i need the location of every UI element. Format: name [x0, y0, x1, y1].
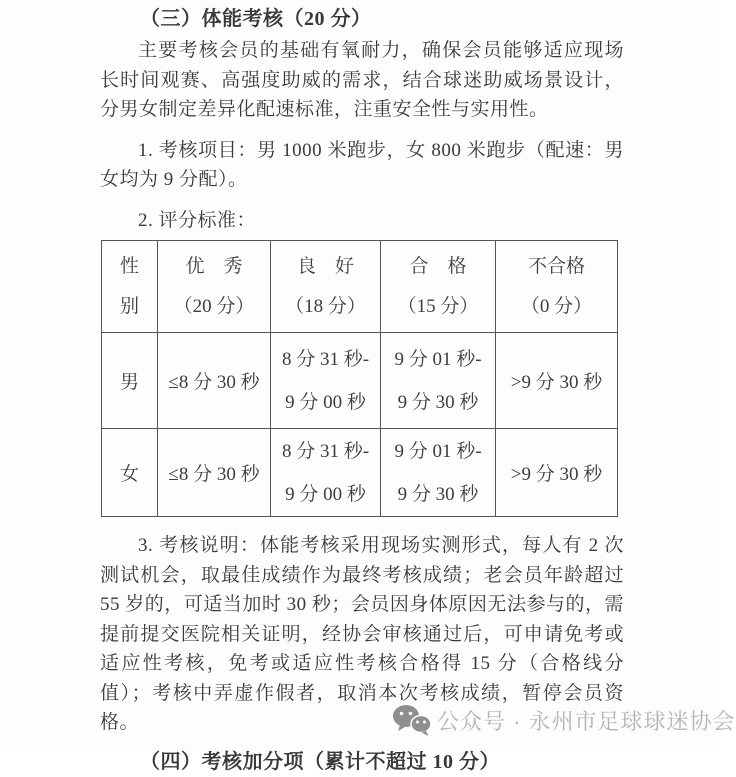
table-header-row	[102, 241, 618, 333]
cell-male-pass-line1: 9 分 01 秒-	[394, 348, 482, 370]
table-row-female	[102, 429, 618, 517]
intro-paragraph: 主要考核会员的基础有氧耐力，确保会员能够适应现场长时间观赛、高强度助威的需求，结合球迷助威场景设计，分男女制定差异化配速标准，注重安全性与实用性。	[100, 40, 624, 120]
cell-female-pass-line1: 9 分 01 秒-	[394, 440, 482, 462]
header-fail-points: （0 分）	[520, 295, 593, 317]
cell-female-fail: >9 分 30 秒	[496, 429, 618, 517]
cell-female-gender: 女	[102, 429, 158, 517]
header-gender	[102, 241, 158, 333]
cell-female-excellent: ≤8 分 30 秒	[158, 429, 271, 517]
cell-female-good-line1: 8 分 31 秒-	[281, 440, 370, 462]
cell-male-good-line2: 9 分 00 秒	[285, 391, 366, 413]
cell-male-fail: >9 分 30 秒	[496, 333, 618, 429]
header-pass-title: 合 格	[409, 255, 467, 277]
header-excellent-points: （20 分）	[173, 295, 255, 317]
cell-female-pass	[381, 429, 496, 517]
wechat-icon	[391, 703, 433, 737]
header-pass-points: （15 分）	[397, 295, 479, 317]
cell-male-pass-line2: 9 分 30 秒	[397, 391, 479, 413]
item-1-assessment: 1. 考核项目：男 1000 米跑步，女 800 米跑步（配速：男女均为 9 分配）。	[100, 139, 624, 190]
header-fail	[496, 241, 618, 333]
header-pass	[381, 241, 496, 333]
section-4-heading: （四）考核加分项（累计不超过 10 分）	[140, 750, 500, 773]
cell-female-good	[271, 429, 381, 517]
watermark	[391, 703, 736, 737]
watermark-text: 公众号 · 永州市足球球迷协会	[437, 708, 736, 734]
header-excellent	[158, 241, 271, 333]
item-3-notes: 3. 考核说明：体能考核采用现场实测形式，每人有 2 次测试机会，取最佳成绩作为最终考核成绩；老会员年龄超过 55 岁的，可适当加时 30 秒；会员因身体原因无法参与的，需提前提交医院相关证明，经协会审核通过后，可申请免考或适应性考核，免考或适应性考核合格得 15 分（合格线分值）；考核中弄虚作假者，取消本次考核成绩，暂停会员资格。	[100, 535, 624, 733]
header-good-points: （18 分）	[285, 295, 366, 317]
header-gender-line1: 性	[119, 255, 139, 277]
cell-female-pass-line2: 9 分 30 秒	[397, 483, 479, 505]
header-good	[271, 241, 381, 333]
header-excellent-title: 优 秀	[185, 255, 243, 277]
item-2-scoring-label: 2. 评分标准：	[138, 209, 257, 231]
cell-male-good-line1: 8 分 31 秒-	[281, 348, 370, 370]
document-content	[100, 4, 624, 777]
cell-male-excellent: ≤8 分 30 秒	[158, 333, 271, 429]
cell-male-gender: 男	[102, 333, 158, 429]
table-row-male	[102, 333, 618, 429]
cell-male-pass	[381, 333, 496, 429]
section-3-heading: （三）体能考核（20 分）	[140, 8, 372, 30]
cell-male-good	[271, 333, 381, 429]
header-gender-line2: 别	[119, 295, 139, 317]
header-good-title: 良 好	[296, 255, 354, 277]
header-fail-title: 不合格	[527, 255, 585, 277]
cell-female-good-line2: 9 分 00 秒	[285, 483, 366, 505]
scoring-table	[101, 240, 618, 517]
